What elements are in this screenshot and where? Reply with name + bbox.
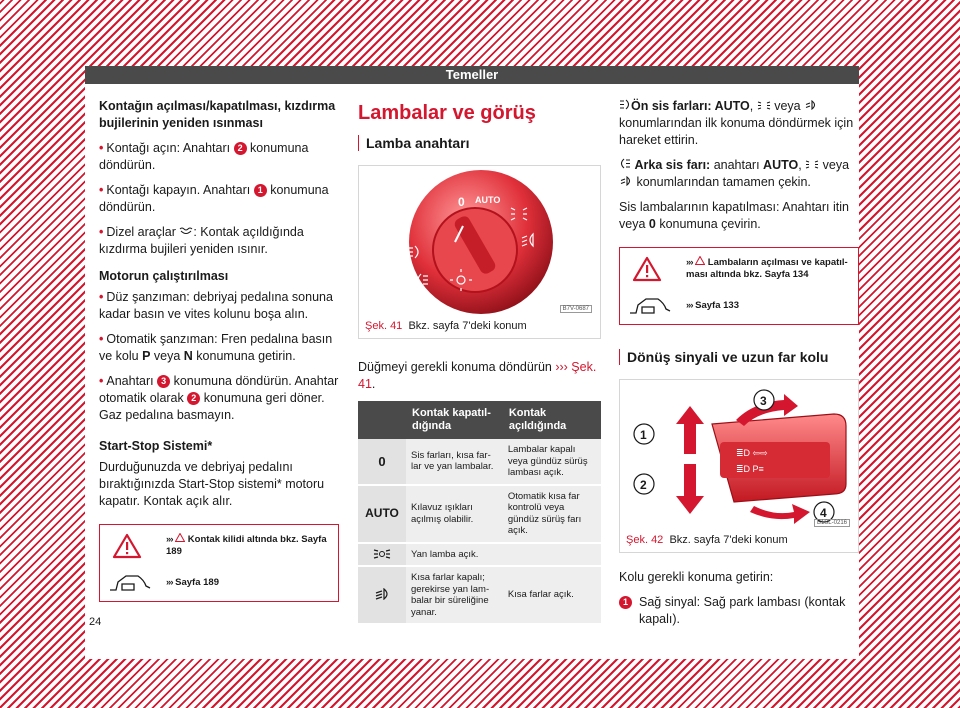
section-title-turn-signal: Dönüş sinyali ve uzun far kolu — [619, 349, 859, 365]
low-beam-icon — [804, 100, 818, 110]
figure-code: B7V-0687 — [560, 305, 592, 313]
table-cell: Yan lamba açık. — [406, 543, 601, 567]
rear-fog-icon — [619, 158, 631, 169]
low-beam-icon — [619, 176, 633, 186]
column-left — [99, 98, 339, 602]
arrow-label-2: 2 — [640, 478, 647, 492]
list-text: Sağ sinyal: Sağ park lambası (kontak kapalı). — [639, 595, 846, 626]
table-cell: Kısa farlar açık. — [503, 566, 601, 624]
arrow-label-3: 3 — [760, 394, 767, 408]
low-beam-icon — [373, 588, 391, 600]
table-symbol: 0 — [358, 439, 406, 485]
bullet-dot: • — [99, 332, 104, 346]
front-fog-text: Ön sis farları: AUTO, veya konumlarından ilk konuma döndürmek için hareket ettirin. — [619, 99, 854, 147]
section-heading-ignition: Kontağın açılması/kapatılması, kızdırma bujilerinin yeniden ısınması — [99, 99, 336, 130]
side-light-icon — [757, 101, 771, 110]
column-middle — [358, 102, 601, 625]
figure-label: Şek. 42 — [626, 534, 664, 546]
knob-label-zero: 0 — [458, 195, 465, 209]
side-light-icon — [373, 549, 391, 559]
bullet-dot: • — [99, 374, 104, 388]
table-cell: Otomatik kısa far kontrolü veya gündüz sürüş farı açık. — [503, 485, 601, 543]
bullet-manual: • Düz şanzıman: debriyaj pedalına sonuna kadar basın ve vites kolunu boşa alın. — [99, 290, 333, 321]
figure-caption: Şek. 42 Bkz. sayfa 7'deki konum — [626, 534, 788, 546]
section-heading-engine: Motorun çalıştırılması — [99, 269, 229, 283]
rear-fog-icon — [418, 274, 428, 286]
rear-fog-text: Arka sis farı: anahtarı AUTO, veya konumlarından tamamen çekin. — [619, 157, 859, 191]
position-badge: 2 — [234, 142, 247, 155]
glow-plug-icon — [179, 227, 193, 236]
warning-text: ››› Kontak kilidi altında bkz. Sayfa 189 — [166, 534, 327, 557]
lever-symbols-2: ≣D P≡ — [736, 464, 764, 474]
table-cell: Sis farları, kısa farlar ve yan lambalar. — [406, 439, 503, 485]
table-row — [358, 439, 601, 485]
warning-text: ››› Lambaların açılması ve kapatılması altında bkz. Sayfa 134 — [686, 257, 848, 280]
table-cell: Lambalar kapalı veya gündüz sürüş lambası açık. — [503, 439, 601, 485]
car-hand-icon — [628, 293, 672, 317]
table-row — [358, 543, 601, 567]
list-item — [619, 594, 859, 628]
warning-icon — [632, 256, 662, 282]
book-link-text[interactable]: ››› Sayfa 133 — [686, 300, 739, 311]
arrow-label-4: 4 — [820, 506, 827, 520]
bullet-dot: • — [99, 290, 104, 304]
light-knob-drawing — [363, 170, 596, 316]
chapter-title: Lambalar ve görüş — [358, 102, 536, 124]
table-row — [358, 566, 601, 624]
table-row — [358, 485, 601, 543]
instruction-text: Düğmeyi gerekli konuma döndürün ››› Şek. 41. — [358, 360, 597, 391]
list-number: 1 — [619, 594, 639, 628]
table-symbol: AUTO — [358, 485, 406, 543]
section-heading-start-stop: Start-Stop Sistemi* — [99, 439, 213, 453]
warning-icon — [112, 533, 142, 559]
page-number: 24 — [89, 616, 102, 628]
light-switch-illustration — [363, 170, 596, 316]
figure-caption: Şek. 41 Bkz. sayfa 7'deki konum — [365, 320, 527, 332]
column-right — [619, 98, 859, 628]
warning-box — [619, 247, 859, 325]
bullet-start: • Anahtarı 3 konumuna döndürün. Anahtar otomatik olarak 2 konumuna geri döner. Gaz pedalına basmayın. — [99, 374, 339, 422]
lever-instruction: Kolu gerekli konuma getirin: — [619, 570, 774, 584]
table-cell: Kısa farlar kapalı; gerekirse yan lambalar bir süreliğine yanar. — [406, 566, 503, 624]
book-link-text[interactable]: ››› Sayfa 189 — [166, 577, 219, 588]
arrow-down-icon — [676, 464, 704, 514]
start-stop-text: Durduğunuzda ve debriyaj pedalını bıraktığınızda Start-Stop sistemi* motoru kapatır. Kontak açık alır. — [99, 460, 325, 508]
small-warning-icon — [695, 256, 705, 265]
figure-link[interactable]: ››› Şek. 41 — [358, 360, 597, 391]
figure-41 — [358, 165, 601, 339]
table-cell: Kılavuz ışıkları açılmış olabilir. — [406, 485, 503, 543]
warning-box — [99, 524, 339, 602]
light-positions-table — [358, 401, 601, 625]
position-badge: 1 — [254, 184, 267, 197]
position-badge: 3 — [157, 375, 170, 388]
front-fog-icon — [619, 99, 631, 110]
lever-drawing — [624, 384, 854, 530]
table-header-row — [358, 401, 601, 439]
arrow-pull-icon — [750, 504, 810, 524]
bullet-ignition-off: • Kontağı kapayın. Anahtarı 1 konumuna döndürün. — [99, 183, 329, 214]
table-header: Kontak kapatıldığında — [406, 401, 503, 439]
bullet-dot: • — [99, 225, 104, 239]
table-symbol — [358, 543, 406, 567]
figure-42 — [619, 379, 859, 553]
chapter-header: Temeller — [85, 66, 859, 84]
bullet-automatic: • Otomatik şanzıman: Fren pedalına basın ve kolu P veya N konumuna getirin. — [99, 332, 333, 363]
lever-illustration — [624, 384, 854, 530]
figure-code: B1SL-0216 — [814, 519, 850, 527]
position-badge: 2 — [187, 392, 200, 405]
small-warning-icon — [175, 533, 185, 542]
table-header: Kontak açıldığında — [503, 401, 601, 439]
bullet-dot: • — [99, 183, 104, 197]
arrow-up-icon — [676, 406, 704, 454]
section-title-light-switch: Lamba anahtarı — [358, 135, 601, 151]
knob-label-auto: AUTO — [475, 195, 501, 205]
side-light-icon — [805, 160, 819, 169]
figure-label: Şek. 41 — [365, 320, 403, 332]
car-hand-icon — [108, 570, 152, 594]
bullet-ignition-on: • Kontağı açın: Anahtarı 2 konumuna döndürün. — [99, 141, 309, 172]
bullet-diesel: • Dizel araçlar : Kontak açıldığında kızdırma bujileri yeniden ısınır. — [99, 225, 304, 256]
table-header — [358, 401, 406, 439]
table-symbol — [358, 566, 406, 624]
bullet-dot: • — [99, 141, 104, 155]
fog-off-text: Sis lambalarının kapatılması: Anahtarı itin veya 0 konumuna çevirin. — [619, 200, 849, 231]
arrow-label-1: 1 — [640, 428, 647, 442]
lever-symbols: ≣D ⇦⇨ — [736, 448, 768, 458]
